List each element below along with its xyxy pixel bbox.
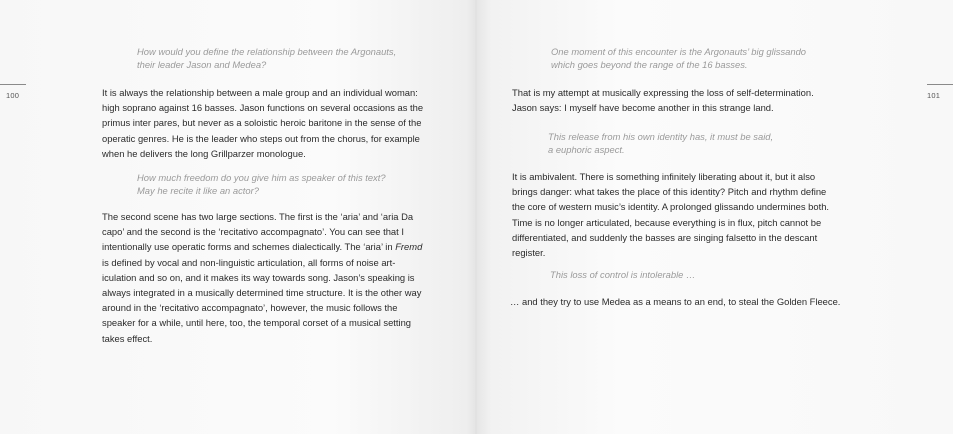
text-line [102,239,422,254]
text-span: intentionally use operatic forms and schemes dialectically. The ‘aria’ in [102,241,396,253]
right-question-2 [548,130,773,156]
right-page-rule [927,84,953,85]
text-line: The second scene has two large sections. The first is the ‘aria’ and ‘aria Da [102,211,414,222]
text-line: That is my attempt at musically expressing the loss of self-determination. [512,87,814,98]
right-page [477,0,953,434]
right-paragraph-1 [512,85,814,115]
text-line: high soprano against 16 basses. Jason functions on several occasions as the [102,102,424,114]
right-question-3 [550,268,695,281]
text-line: operatic genres. He is the leader who steps out from the chorus, for example [102,132,420,144]
text-line: always integrated in a musically determined time structure. It is the other way [102,286,422,298]
right-page-number: 101 [927,91,941,100]
right-question-1 [551,45,806,71]
question-line: their leader Jason and Medea? [137,59,267,70]
text-line: takes effect. [102,332,153,344]
text-line: … and they try to use Medea as a means to an end, to steal the Golden Fleece. [510,296,841,307]
question-line: May he recite it like an actor? [137,185,259,196]
question-line: One moment of this encounter is the Argonauts’ big glissando [551,46,807,57]
text-line: is defined by vocal and non-linguistic articulation, all forms of noise art- [102,256,396,268]
left-paragraph-2 [102,209,422,346]
question-line: This loss of control is intolerable … [550,269,696,280]
text-line: brings danger: what takes the place of this identity? Pitch and rhythm define [512,186,827,198]
left-paragraph-1 [102,85,423,161]
text-line: when he delivers the long Grillparzer monologue. [102,147,306,159]
text-line: differentiated, and suddenly the basses are singing falsetto in the descant [512,231,818,243]
left-page-rule [0,84,26,85]
question-line: a euphoric aspect. [548,144,625,155]
question-line: This release from his own identity has, it must be said, [548,131,774,142]
text-line: capo’ and the second is the ‘recitativo accompagnato’. You can see that I [102,226,404,238]
text-line: around in the ‘recitativo accompagnato’, however, the music follows the [102,302,398,314]
right-paragraph-2 [512,169,829,260]
text-line: speaker for a while, until here, too, the temporal corset of a musical setting [102,317,412,329]
text-line: the core of western music’s identity. A prolonged glissando undermines both. [512,201,830,213]
left-page [0,0,476,434]
italic-title: Fremd [395,241,423,253]
question-line: which goes beyond the range of the 16 basses. [551,59,748,70]
question-line: How would you define the relationship between the Argonauts, [137,46,397,57]
text-line: Jason says: I myself have become another in this strange land. [512,102,774,114]
left-question-1 [137,45,396,71]
left-question-2 [137,171,386,197]
text-line: It is ambivalent. There is something infinitely liberating about it, but it also [512,171,816,182]
left-page-number: 100 [6,91,20,100]
text-line: primus inter pares, but never as a soloistic heroic baritone in the sense of the [102,117,422,129]
text-line: It is always the relationship between a male group and an individual woman: [102,87,418,98]
question-line: How much freedom do you give him as speaker of this text? [137,172,386,183]
text-line: register. [512,246,546,258]
right-paragraph-3 [510,294,840,309]
text-line: iculation and so on, and it makes its way towards song. Jason’s speaking is [102,271,415,283]
text-line: Time is no longer articulated, because everything is in flux, pitch cannot be [512,216,822,228]
